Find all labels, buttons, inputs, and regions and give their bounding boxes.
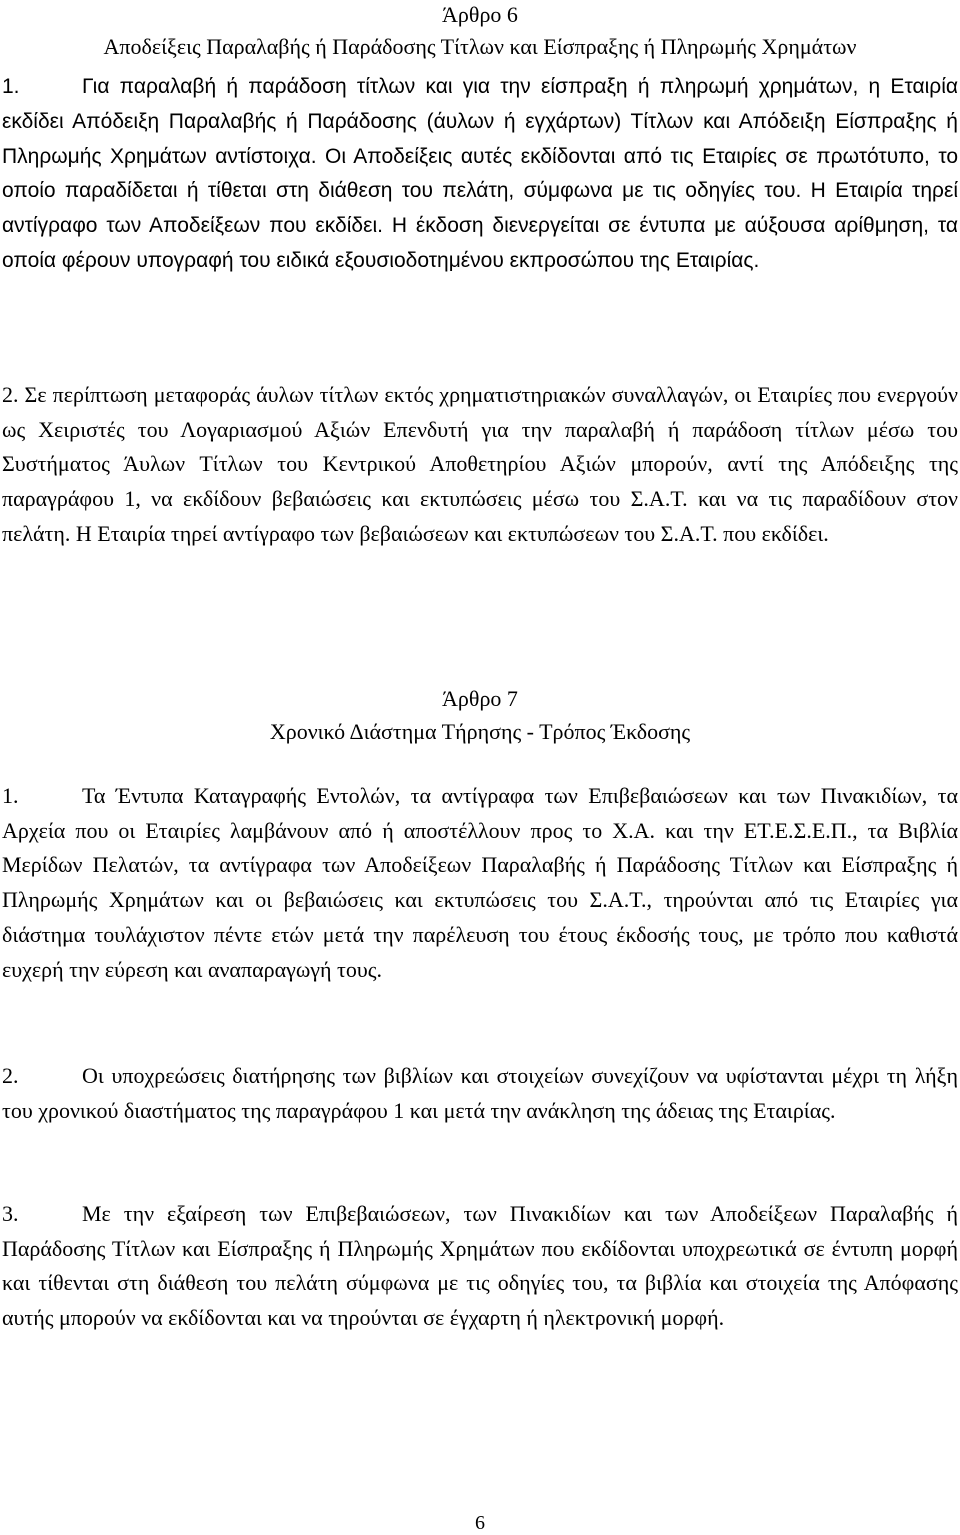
article-7-paragraph-1	[2, 779, 958, 987]
paragraph-number: 1.	[2, 75, 20, 98]
article-6-paragraph-1	[2, 70, 958, 279]
paragraph-text: Οι υποχρεώσεις διατήρησης των βιβλίων και στοιχείων συνεχίζουν να υφίστανται μέχρι τη λήξη του χρονικού διαστήματος της παραγράφου 1 και μετά την ανάκληση της άδειας της Εταιρίας.	[2, 1063, 958, 1123]
article-6-title: Αποδείξεις Παραλαβής ή Παράδοσης Τίτλων και Είσπραξης ή Πληρωμής Χρημάτων	[103, 34, 857, 59]
paragraph-number: 3.	[2, 1201, 19, 1226]
paragraph-text: Με την εξαίρεση των Επιβεβαιώσεων, των Πινακιδίων και των Αποδείξεων Παραλαβής ή Παράδοσης Τίτλων και Είσπραξης ή Πληρωμής Χρημάτων που εκδίδονται υποχρεωτικά σε έντυπη μορφή και τίθενται στη διάθεση του πελάτη σύμφωνα με τις οδηγίες του, τα βιβλία και στοιχεία της Απόφασης αυτής μπορούν να εκδίδονται και να τηρούνται σε έγχαρτη ή ηλεκτρονική μορφή.	[2, 1201, 958, 1331]
article-7-paragraph-3	[2, 1197, 958, 1336]
article-7-heading: Άρθρο 7	[442, 686, 518, 711]
paragraph-number: 2.	[2, 1063, 19, 1088]
paragraph-number: 1.	[2, 783, 19, 808]
article-6-heading: Άρθρο 6	[442, 2, 518, 27]
article-7-paragraph-2	[2, 1059, 958, 1128]
paragraph-text: Τα Έντυπα Καταγραφής Εντολών, τα αντίγραφα των Επιβεβαιώσεων και των Πινακιδίων, τα Αρχεία που οι Εταιρίες λαμβάνουν από ή αποστέλλουν προς το Χ.Α. και την ΕΤ.Ε.Σ.Ε.Π., τα Βιβλία Μερίδων Πελατών, τα αντίγραφα των Αποδείξεων Παραλαβής ή Παράδοσης Τίτλων και Είσπραξης ή Πληρωμής Χρημάτων και οι βεβαιώσεις και εκτυπώσεις του Σ.Α.Τ., τηρούνται από τις Εταιρίες για διάστημα τουλάχιστον πέντε ετών μετά την παρέλευση του έτους έκδοσής τους, με τρόπο που καθιστά ευχερή την εύρεση και αναπαραγωγή τους.	[2, 783, 958, 982]
article-7-title: Χρονικό Διάστημα Τήρησης - Τρόπος Έκδοσης	[269, 719, 691, 744]
article-6-paragraph-2	[2, 378, 958, 552]
paragraph-text: Για παραλαβή ή παράδοση τίτλων και για την είσπραξη ή πληρωμή χρημάτων, η Εταιρία εκδίδει Απόδειξη Παραλαβής ή Παράδοσης (άυλων ή εγχάρτων) Τίτλων και Απόδειξη Είσπραξης ή Πληρωμής Χρημάτων αντίστοιχα. Οι Αποδείξεις αυτές εκδίδονται από τις Εταιρίες σε πρωτότυπο, το οποίο παραδίδεται ή τίθεται στη διάθεση του πελάτη, σύμφωνα με τις οδηγίες του. Η Εταιρία τηρεί αντίγραφο των Αποδείξεων που εκδίδει. Η έκδοση διενεργείται σε έντυπα με αύξουσα αρίθμηση, τα οποία φέρουν υπογραφή του ειδικά εξουσιοδοτημένου εκπροσώπου της Εταιρίας.	[2, 75, 958, 272]
paragraph-text: Σε περίπτωση μεταφοράς άυλων τίτλων εκτός χρηματιστηριακών συναλλαγών, οι Εταιρίες που ενεργούν ως Χειριστές του Λογαριασμού Αξιών Επενδυτή για την παραλαβή ή παράδοση τίτλων μέσω του Συστήματος Άυλων Τίτλων του Κεντρικού Αποθετηρίου Αξιών μπορούν, αντί της Απόδειξης της παραγράφου 1, να εκδίδουν βεβαιώσεις και εκτυπώσεις μέσω του Σ.Α.Τ. και να τις παραδίδουν στον πελάτη. Η Εταιρία τηρεί αντίγραφο των βεβαιώσεων και εκτυπώσεων του Σ.Α.Τ. που εκδίδει.	[2, 382, 958, 546]
paragraph-number: 2.	[2, 382, 19, 407]
page-number: 6	[475, 1512, 485, 1534]
